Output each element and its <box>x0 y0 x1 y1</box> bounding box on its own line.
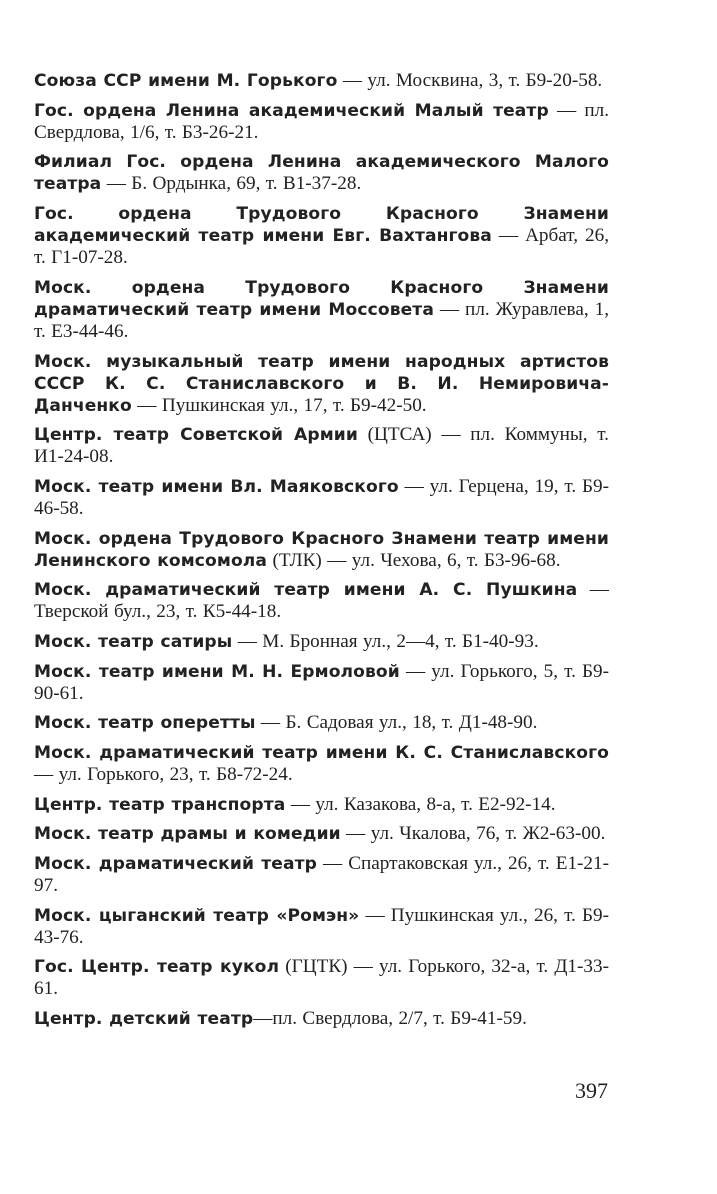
theatre-name: Гос. ордена Трудового Красного Знамени академический театр имени Евг. Вахтангова <box>34 203 609 247</box>
directory-entry <box>34 794 609 816</box>
theatre-address: —пл. Свердлова, 2/7, т. Б9-41-59. <box>253 1007 527 1029</box>
theatre-address: (ТЛК) — ул. Чехова, 6, т. Б3-96-68. <box>267 549 561 571</box>
theatre-name: Моск. театр оперетты <box>34 713 256 734</box>
directory-entry <box>34 956 609 1000</box>
directory-entry <box>34 661 609 705</box>
directory-entry <box>34 528 609 572</box>
directory-entry <box>34 70 609 92</box>
theatre-name: Центр. детский театр <box>34 1008 254 1029</box>
theatre-name: Моск. ордена Трудового Красного Знамени театр имени Ленинского комсомола <box>34 528 609 571</box>
directory-entry <box>34 579 609 623</box>
theatre-address: — Б. Ордынка, 69, т. В1-37-28. <box>101 173 362 195</box>
directory-entry <box>34 351 609 417</box>
theatre-address: — ул. Горького, 23, т. Б8-72-24. <box>34 764 293 786</box>
theatre-address: — ул. Москвина, 3, т. Б9-20-58. <box>337 70 603 91</box>
theatre-name: Моск. театр имени Вл. Маяковского <box>34 477 399 497</box>
theatre-address: — Пушкинская ул., 17, т. Б9-42-50. <box>131 394 427 416</box>
theatre-address: — пл. Журавлева, 1, т. Е3-44-46. <box>34 298 609 342</box>
theatre-address: — ул. Горького, 5, т. Б9-90-61. <box>34 660 610 704</box>
theatre-name: Моск. театр сатиры <box>34 632 233 653</box>
theatre-name: Моск. театр драмы и комедии <box>34 824 341 845</box>
theatre-name: Моск. драматический театр имени А. С. Пушкина <box>34 580 578 601</box>
theatre-address: — М. Бронная ул., 2—4, т. Б1-40-93. <box>232 631 539 653</box>
theatre-address: — Б. Садовая ул., 18, т. Д1-48-90. <box>255 712 538 734</box>
directory-entry <box>34 905 609 949</box>
theatre-name: Филиал Гос. ордена Ленина академического Малого театра <box>34 152 609 195</box>
directory-entry <box>34 100 609 144</box>
theatre-address: — ул. Герцена, 19, т. Б9-46-58. <box>34 476 609 520</box>
theatre-name: Моск. цыганский театр «Ромэн» <box>34 905 360 926</box>
theatre-address: — Пушкинская ул., 26, т. Б9-43-76. <box>34 904 609 948</box>
theatre-name: Гос. Центр. театр кукол <box>34 957 280 978</box>
theatre-address: — Тверской бул., 23, т. К5-44-18. <box>34 579 609 623</box>
directory-entry <box>34 712 609 734</box>
directory-entry <box>34 823 609 845</box>
theatre-address: — ул. Чкалова, 76, т. Ж2-63-00. <box>340 823 606 845</box>
theatre-address: (ЦТСА) — пл. Коммуны, т. И1-24-08. <box>34 424 609 468</box>
theatre-name: Моск. ордена Трудового Красного Знамени драматический театр имени Моссовета <box>34 277 609 320</box>
page-number: 397 <box>575 1078 608 1103</box>
directory-page <box>34 70 609 1037</box>
directory-entry <box>34 151 609 195</box>
theatre-name: Моск. драматический театр имени К. С. Станиславского <box>34 742 609 763</box>
directory-entry <box>34 424 609 468</box>
directory-entry <box>34 203 609 269</box>
directory-entry <box>34 631 609 653</box>
directory-entry <box>34 853 609 897</box>
theatre-address: — Спартаковская ул., 26, т. Е1-21-97. <box>34 852 610 896</box>
theatre-address: — пл. Свердлова, 1/6, т. Б3-26-21. <box>34 99 610 143</box>
directory-entry <box>34 476 609 520</box>
theatre-address: — Арбат, 26, т. Г1-07-28. <box>34 225 609 269</box>
theatre-name: Центр. театр Советской Армии <box>34 425 358 446</box>
theatre-address: — ул. Казакова, 8-а, т. Е2-92-14. <box>285 793 556 815</box>
theatre-name: Моск. драматический театр <box>34 853 317 874</box>
theatre-name: Центр. театр транспорта <box>34 794 286 815</box>
theatre-name: Моск. театр имени М. Н. Ермоловой <box>34 661 400 682</box>
directory-entry <box>34 277 609 343</box>
directory-entry <box>34 1008 609 1030</box>
theatre-name: Союза ССР имени М. Горького <box>34 71 338 91</box>
directory-entry <box>34 742 609 786</box>
theatre-name: Моск. музыкальный театр имени народных артистов СССР К. С. Станиславского и В. И. Немировича-Данченко <box>34 351 609 416</box>
theatre-address: (ГЦТК) — ул. Горького, 32-а, т. Д1-33-61. <box>34 956 609 1000</box>
theatre-name: Гос. ордена Ленина академический Малый театр <box>34 100 549 121</box>
